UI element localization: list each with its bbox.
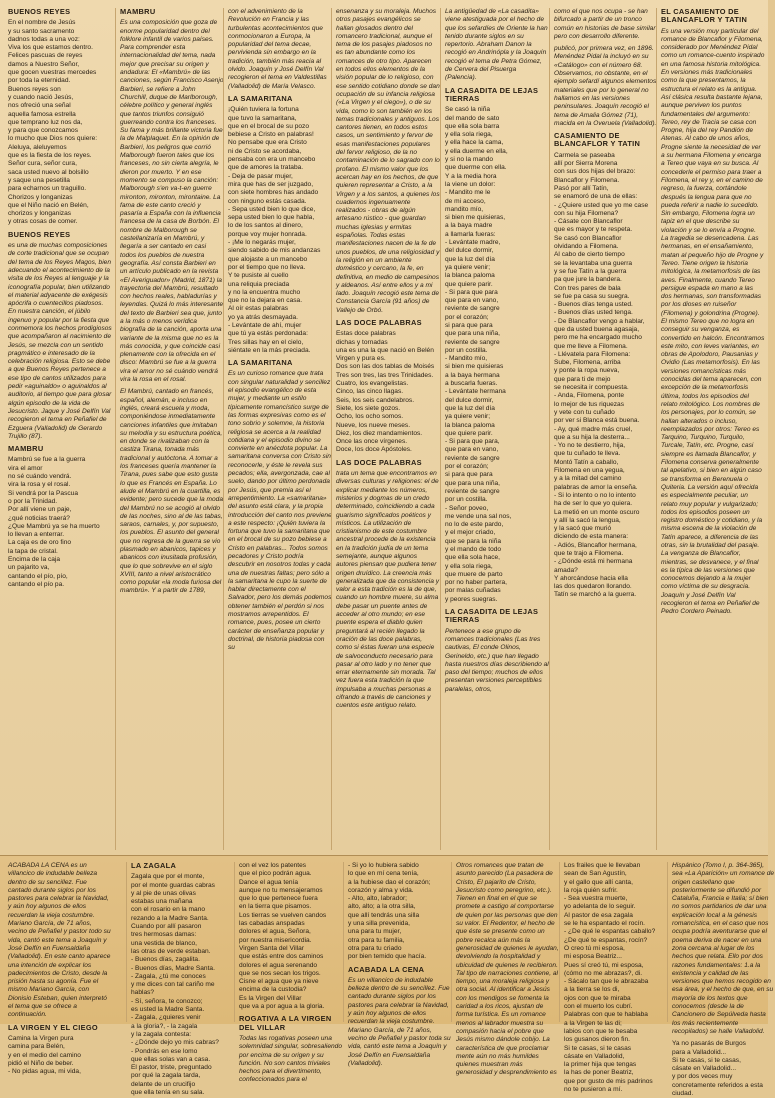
lyrics-block: Carmela se paseaba allí por Sierra Morena con sus dos hijas del brazo: Blancaflor y Filomena. Pasó por allí Tatín, se enamoró de una de ellas: - ¿Quiere usted que yo me case con su hija Filomena? - Cásate con Blancaflor que es mayor y te respeta. Se casó con Blancaflor olvidando a Filomena. Al cabo de cierto tiempo se la levantaba una guerra y se fue Tatín a la guerra pa que jure la bandera. Con tres pares de bala se fue pa casa su suegra. - Buenos días tenga usted. - Buenos días usted tenga. - De Blancaflor vengo a hablar, que da usted buena agasaja, pero me ha encargado mucho que me lleve a Filomena. - Llévatela para Filomena: Sube, Filomena, arriba y ponte la ropa nueva, que para ti de mejo se necesita ir compuesta. - Anda, Filomena, ponte lo mejor de tus riquezas y vete con tu cuñado por ver si Blanca está buena. - Ay, qué madre más cruel, que a su hija la desterra... - Yo no te destierro, hija, que tu cuñado te lleva. Montó Tatín a caballo, Filomena en una yegua, y a la mitad del camino palabras de amor la enseña. - Si lo intento o no lo intento ha de ser lo que yo quiera. La metió en un monte oscuro y allí la sacó la lengua, y la sacó que murió diciendo de esta manera: - Adiós, Blancaflor hermana, que te trajo a Filomena. - ¿Dónde está mi hermana amada? Y ahorcándose hacia ella las dos quedaron llorando. Tatín se marchó a la guerra. bbox=[554, 151, 649, 599]
section-divider bbox=[0, 855, 768, 856]
bottom-column-1 bbox=[8, 862, 111, 1076]
top-column-1 bbox=[8, 8, 112, 850]
commentary-paragraph: publicó, por primera vez, en 1896. Menéndez Pidal la incluyó en su «Catálogo» con el número 68. Observamos, no obstante, en el ejemplo sefardí algunos elementos materiales que por lo general no hallamos en las versiones peninsulares. Joaquín recogió el tema de Amalia Gómez (71), macida en la Overuela (Valladolid). bbox=[554, 45, 657, 127]
bottom-column-3 bbox=[234, 862, 343, 1084]
top-column-3 bbox=[223, 8, 332, 850]
commentary-paragraph: Es un villancico de indudable belleza dentro de su sencillez. Fue cantado durante siglos por los pastores para celebrar la Navidad, y aún hoy algunos de ellos recuerdan la vieja costumbre. Mariano García, de 71 años, vecino de Peñafiel y pastor toda su vida, cantó este tema a Joaquín y José Delfín en Fuensaldaña (Valladolid). bbox=[348, 976, 451, 1067]
lyrics-block: con el vez los patentes que el pico podrán agua. Dance el agua tenía aunque no tu mensajeramos que lo que pertenece fuera en la tierra que pisamos. Los tierras se vuelven candos las cabadas anspadas dolores el agua, Señora, por nuestra misericordia. Virgen Santa del Villar que estás entre dos caminos dolores el agua serenando que se nos secan los trigos. Cisne el agua que ya nieve encima de la custodia? Es la Virgen del Villar que va a por agua a la gloria. bbox=[239, 862, 327, 1011]
lyrics-block: Camina la Virgen pura camina para Belén, y en el medio del camino pidió el Niño de beber. - No pidas agua, mi vida, bbox=[8, 1034, 81, 1076]
commentary-paragraph: Es un curioso romance que trata con singular naturalidad y sencillez el episodio evangélico de esta mujer, y mediante un estilo típicamente romancístico surge de las formas expresivas como es el tono sobrio y solemne, la historia religiosa se acerca a la realidad cotidiana y el episodio divino se convierte en anécdota popular. La samaritana conversa con Cristo sin reconocerle, y éste le revela sus pecados; ella, avergonzada, cae al suelo, dando por último perdonada por Jesús, que premia así el arrepentimiento. La «samaritana» del asunto está clara, y la propia introducción del canto nos previene a este respecto: ¡Quién tuviera la fortuna que tuvo la samaritana que en el brocal de su pozo bebiese a Cristo en palabras... Todos somos pecadores y Cristo podría descubrir en nosotros todas y cada una de nuestras faltas; pero sólo a la samaritana le cupo la suerte de hablar directamente con el Salvador, pero los demás podemos obtener también el perdón si nos mostramos arrepentidos. El romance, pues, posee un cierto carácter de enseñanza popular y doctrinal, de historia piadosa con su bbox=[228, 370, 332, 652]
section-heading: CASAMIENTO DE BLANCAFLOR Y TATIN bbox=[554, 131, 641, 149]
top-column-2 bbox=[115, 8, 224, 850]
commentary-paragraph: Hispánico (Tomo I, p. 364-365), sea «La Aparición» un romance de origen castellano que posteriormente se difundió por Cataluña, Francia e Italia; sí bien no somos partidarios de dar una explicación local a la génesis romancística, en el caso que nos ocupa podría aventurarse que el poema deriva de nacer en una zona cercana al lugar de los hechos que relata. Ello por dos razones fundamentales: 1.a la existencia y calidad de las versiones que hemos recogido en esa área, y el hecho de que, en su mayoría de los textos que conocemos (desde la de Cancionero de Sepúlveda hasta los más recientemente recopilados) se halle Valladolid. bbox=[672, 862, 775, 1035]
lyrics-block: Mambrú se fue a la guerra vira el amor no sé cuándo vendrá. vira la rosa y el rosal. Si vendrá por la Pascua o por la Trinidad. Por allí viene un paje, ¿qué noticias traerá? ¿Que Mambrú ya se ha muerto lo llevan a enterrar. La caja es de oro fino la tapa de cristal. Encima de la caja un pajarito va, cantando el pío, pío, cantando el pío pa. bbox=[8, 456, 100, 588]
lyrics-block: Estas doce palabras dichas y tornadas una es una la que nació en Belén Virgen y pura es. Dos son las dos tablas de Moisés Tres son tres, las tres Trinidades. Cuatro, los evangelistas. Cinco, las cinco llagas. Seis, los seis candelabros. Siete, los siete gozos. Ocho, los ocho somos. Nueve, los nueve meses. Diez, los diez mandamientos. Once las once vírgenes. Doce, los doce Apóstoles. bbox=[336, 330, 435, 454]
section-heading: ACABADA LA CENA bbox=[348, 964, 425, 974]
section-heading: MAMBRU bbox=[120, 7, 156, 16]
section-heading: EL CASAMIENTO DE BLANCAFLOR Y TATIN bbox=[661, 7, 748, 25]
section-heading: LA ZAGALA bbox=[131, 861, 177, 870]
section-heading: LAS DOCE PALABRAS bbox=[336, 317, 422, 327]
commentary-paragraph: como el que nos ocupa - se han bifurcado a partir de un tronco común en historias de base similar pero con desarrollo diferente. bbox=[554, 8, 656, 40]
lyrics-block: Los frailes que le llevaban sean de San Agustín, y el gallo que allí canta, la roja quién sufrir. - Sea vuestra muerte, yo adelanta de lo seguir. Al pastor de esa zagala se le ha espantado el rocín. - ¿De qué le espantas caballo? ¿De qué te espantas, rocín? O creo tú mi esposa, mi esposa Beatriz... Pues sí creó tú, mi esposa, (cómo no me abrazas?, di. - Sácalo tan que le abrazaba a la tierra se los di, ojos con que te miraba con el muerto los cubrí. Palabras con que te hablaba a la Virgen te las di; labios con que te besaba los gusanos dieron fin. Si te casas, si te casas cásate en Valladolid, la primer hija que tengas la has de poner Beatriz, que por gusto de mis padrinos no te pusieron a mí. bbox=[564, 862, 656, 1094]
top-column-7 bbox=[656, 8, 765, 850]
lyrics-block: Ya no pasarás de Burgos para a Valladolid... Si te casas, si te casas, cásate en Valladolid... y por dos veces muy concretamente referidos a esta ciudad. bbox=[672, 1040, 763, 1098]
commentary-paragraph: La antigüedad de «La casadita» viene atestiguada por el hecho de que los sefardíes de Oriente la han tenido durante siglos en su repertorio. Abraham Danon la recogió en Andrinópla y la Joaquín recogió el tema de Petra Gómez, de Cervera del Pisuerga (Palencia). bbox=[445, 8, 548, 82]
commentary-paragraph: Es una versión muy particular del romance de Blancaflor y Filomena, considerado por Menéndez Pidal como un romance-cuento inspirado en una famosa historia mitológica. En versiones más tradicionales como la que presentamos, la estructura el relato es la antigua. Así clásica resulta bastante lejana, aunque perviven los puntos fundamentales del argumento: Tereo, rey de Tracia se casa con Progne, hija del rey Pandión de Atenas. Al cabo de unos años, Progne siente la necesidad de ver a su hermana Filomena y encarga a Tereo que vaya en su busca. Al concederle el permiso para traer a Filomena, el rey y, en el camino de regreso, la fuerza, cortándole después la lengua para que no pueda referir a nadie lo sucedido. Sin embargo, Filomena logra un tapiz en el que describe su violación y se lo envía a Progne. La tragedia se desencadena. Las hermanas, en el ensañamiento, matan al pequeño hijo de Progne y Tereo. Tiene origen la historia mitológica, la metamorfosis de las aves. Finalmente, cuando Tereo persigue espada en mano a las dos hermanas, son transformadas por los dioses en ruiseñor (Filomena) y golondrina (Progne). El mismo Tereo que no logra en conseguir su venganza, es convertido en halcón. Encontramos este mito, con leves variantes, en obras de Apolodoro, Pausanias y Ovidio (Las metamorfosis). En las versiones romancísticas más conocidas del tema aparecen, con excepción de la metamorfosis última, todos los episodios del relato mitológico. Los nombres de los personajes, por lo común, se hallan alterados o incluso, reemplazados por otros: Tereo es Tarquino, Turquino, Turquilo, Turcale, Tatín, etc. Progne, casi siempre es llamada Blancaflor, y Filomena conserva generalmente tal apelativo, si bien en algún caso se transforma en Berenuela o Quiteria. La versión aquí ofrecida es especialmente peculiar, un relato muy popular y vulgarizado; todos los episodios poseen un registro doméstico y cotidiano, y la misma escena de la violación de Tatín aparece, a diferencia de las otras, sin la brutalidad del pasaje. La venganza de Blancaflor, mientras, se desvanece, y el final es la típica de las versiones que conocemos dejando a la mujer como víctima de su desgracia. Joaquín y José Delfín Val recogieron el tema en Peñafiel de Pedro Cordero Peinado. bbox=[661, 27, 765, 616]
commentary-paragraph: Es una composición que goza de enorme popularidad dentro del folklore infantil de varios países. Para comprender esta internacionalidad del tema, nada mejor que precisar su origen y andadura: El «Mambrú» de las canciones, según Francisco Asenjo Barbieri, se refiere a John Churchill, duque de Marlborough, célebre político y general inglés que tantos triunfos consiguió guerreando contra los franceses. Su fama y más brillante victoria fue la de Malplaquet. En la opinión de Barbieri, los peligros que corrió Malborough fueron tales que los franceses, no sin cierta alegría, le dieron por muerto. Y en ese momento se compuso la canción: Malborough s'en va-t-en guerre mironton, mironton, mirontaine. La fama de este canto creció y pasaría a España con la influencia francesa de la casa de Borbón. El nombre de Malborough se castellanizaría en Mambrú, y llegaría a ser cantado en casi todos los pueblos de nuestra geografía. Así consta Barbieri en un artículo publicado en la revista «El Averiguador» (Madrid, 1871) la trayectoria del Mambrú, resultado con hechos reales, habladurías y leyendas. Quizá lo más interesante del texto de Barbieri sea que, junto a la más o menos verídica biografía de la canción, aporta una variante de la misma que no es la más conocida, y que coincide casi plenamente con la ofrecida en el disco: Mambrú se fue a la guerra vira el amor no sé cuándo vendrá vira la rosa en el rosal. bbox=[120, 19, 224, 384]
commentary-paragraph: Pertenece a ese grupo de romances tradicionales (Las tres cautivas, El conde Olinos, Gerineldo, etc.) que han llegado hasta nuestros días describiendo al paso del tiempo; muchos de ellos presentan versiones perceptibles paralelas, otros, bbox=[445, 627, 549, 693]
commentary-paragraph: con el advenimiento de la Revolución en Francia y las turbulentas acontecimientos que conmocionaron a Europa, la popularidad del tema decae, pervivienda sin embargo en la tradición, también más reacia al olvido. Joaquín y José Delfín Val recogieron el tema en Valdestillas (Valladolid) de María Velasco. bbox=[228, 8, 327, 90]
section-heading: BUENOS REYES bbox=[8, 7, 71, 16]
lyrics-block: Se casó la niña del mando de sato que ella sola barra y ella sola riega, y ella hace la cama, y ella duerme en ella, y si no la mando que duerme con ella. Y a la media hora la viene un dolor: - Mandito me le de mi acceso, mandito mío, si bien me quisieras, a la baya madre a llamarla fueras: - Levántate madre, del dulce dormir, que la luz del día ya quiere venir; la blanca paloma que quiere parir. - Si para que para que para en vano, reviente de sangre por el corazón; si para que para que para una niña, reviente de sangre por un costilla. - Mandito mío, si bien me quisieras a la baya hermana a buscarla fueras. - Levántate hermana del dulce dormir, que la luz del día ya quiere venir; la blanca paloma que quiere parir. - Si para que para, que para en vano, reviente de sangre por el corazón; si para que para que para una niña, reviente de sangre por un costilla. - Señor poveo, me vende una sal nos, no lo de este pardo, y el mejor criado, que se para la niña y el mando de todo que ella sola hace, y ella sola riega, que muere de parto por no haber partera, por malas cuñadas y peores suegras. bbox=[445, 106, 512, 603]
bottom-column-5 bbox=[451, 862, 559, 1077]
top-column-5 bbox=[440, 8, 549, 850]
lyrics-block: Zagala que por el monte, por el monte guardas cabras y al pie de unas olivas estabas una mañana con el rosario en la mano rezando a la Madre Santa. Cuando por allí pasaron tres hermosas damas: una vestida de blanco, las otras de verde estaban. - Buenos días, zagalita. - Buenos días, Madre Santa. - Zagala, ¿tú me conoces y me dices con tal cariño me hablas? - Sí, señora, te conozco; es usted la Madre Santa. - Zagala, ¿quieres venir a la gloria?, - la zagala y la zagala contesta: - ¿Dónde dejo yo mis cabras? - Pondrás en ese lomo que ellas solas van a casa. El pastor, triste, preguntado por qué la zagala tarda, delante de un crucifijo que ella tenía en su sala. bbox=[131, 873, 219, 1097]
section-heading: LA VIRGEN Y EL CIEGO bbox=[8, 1022, 98, 1032]
section-heading: ROGATIVA A LA VIRGEN DEL VILLAR bbox=[239, 1014, 332, 1032]
section-heading: MAMBRU bbox=[8, 444, 44, 454]
lyrics-block: - Si yo lo hubiera sabido lo que en mí cena tenía, a la hubiese dao el corazón; corazón y alma y vida. - Alto, alto, labrador; alto, alto; a la otra silla, que allí tendrás una silla y una silla prevenida, una para tu mujer, otra para tu familia, otra para tu criado por bien temido que hacía. bbox=[348, 862, 431, 961]
bottom-column-7 bbox=[667, 862, 775, 1098]
commentary-paragraph: Otros romances que tratan de asunto parecido (La pasadera de Cristo, El pajarito de Cristo, Jesucristo como peregrino, etc.). Tienen en final en el que se promete a castigo al comportarse de quien por las personas que den su valor. El Redentor, el hecho de que éste se presente como un pobre recalca aún más la generosidad de quienes le ayudan, devolviendo la hospitalidad y ubicuidad de quienes le recibieron. Tal tipo de narraciones contiene, al tiempo, una moraleja religiosa y otra social. Al identificar a Jesús con los mendigos se fomenta la caridad a los ricos, ajustan de forma turística. Es un romance menos al labrador muestra su compasión hacia el pobre que Jesús mismo dándole cobijo. La característica de que proclamar mente aún no más humildes quienes muestran más generosidad y desprendimiento es bbox=[456, 862, 559, 1077]
section-heading: LAS DOCE PALABRAS bbox=[336, 457, 422, 467]
top-column-4 bbox=[331, 8, 440, 850]
bottom-column-6 bbox=[559, 862, 667, 1094]
commentary-paragraph: Todas las rogativas poseen una solemnidad singular, sobresaliendo por encima de su origen y su función. No son cantos triviales hechos para el divertimento, confeccionados para el bbox=[239, 1034, 343, 1084]
commentary-paragraph: trata un tema que encontramos en diversas culturas y religiones: el de explicar mediante los números, misterios y dogmas de un credo determinado, coincidiendo a cada guarismo significados poéticos y místicos. La utilización de cristianismo de este costumbre ancestral procede de la existencia en la tradición judía de un tema semejante, aunque algunos autores piensan que pudiera tener origen druídico. La creencia más generalizada que da consistencia y valor a esta tradición es la de que, cuando un hombre muere, su alma debe pasar un puente antes de acceder al otro mundo; en ese puente espera el diablo quien preguntará al recién llegado la oración de las doce palabras, como si éstas fueran una especie de salvoconducto necesario para pasar al otro lado y no tener que errar eternamente sin morada. Tal vez fuera esta tradición la que impulsaba a muchas personas a cifrando a través de canciones y cuentos este antiguo relato. bbox=[336, 470, 440, 710]
section-heading: LA CASADITA DE LEJAS TIERRAS bbox=[445, 607, 539, 625]
commentary-paragraph: ensenanza y su moraleja. Muchos otros pasajes evangélicos se hallan glosados dentro del romancero tradicional, aunque el tema de los pasajes piadosos no es tan abundante como los romances de otro tipo. Aparecen en todos ellos elementos de la visión popular de lo religioso, con ese sentido cotidiano donde se dan ocupación de su infancia religiosa («La Virgen y el ciego»), o de su vida, como lo son también en los temas tradicionales y antiguos. Los cantores tienen, en todos estos casos, un sentimiento y fervor de esas manifestaciones populares del fervor religioso, de la no contaminación de lo sagrado con lo profano. El mismo valor que los acercan hay en los hechos, de que quieren representar a Cristo, a la Virgen y a los santos, a quienes los cuadernos ingenuamente realizados - obras de algún artesano rústico - que guardan muchas iglesias y ermitas españolas. Todas estas manifestaciones nacen de la fe de unos pueblos, de una religiosidad y la religión en un ambiente doméstico y cercano, la fe, en definitiva, en medio de campesinos y aldeanos. Así entre ellos y a mi lado. Joaquín recogió este tema de Constancia García (91 años) de Vallejo de Orbó. bbox=[336, 8, 440, 314]
commentary-paragraph: ACABADA LA CENA es un villancico de indudable belleza dentro de su sencillez. Fue cantado durante siglos por los pastores para celebrar la Navidad, y aún hoy algunos de ellos recuerdan la vieja costumbre. Mariano García, de 71 años, vecino de Peñafiel y pastor todo su vida, cantó este tema a Joaquín y José Delfín en Fuensaldaña (Valladolid). En este canto aparece una intención de explicar los padecimientos de Cristo, desde la prisión hasta su agonía. Fue el mismo Mariano García, con Dionisio Esteban, quien interpretó el tema que se ofrece a continuación. bbox=[8, 862, 111, 1019]
commentary-paragraph: es una de muchas composiciones de corte tradicional que se ocupan del tema de los Reyes Magos, bien adecuando el acontecimiento de la visita de los Reyes al lenguaje y la iconografía popular, bien utilizando el material adyacente de exégesis apócrifa o cuentecillos piadosos. En nuestra canción, el júbilo ingenuo y popular por la fiesta que conmemora los hechos prodigiosos que acompañaron al nacimiento de Jesús, se mezcla con un sentido pragmático e interesado de la celebración religiosa. Esto se debe a que Buenos Reyes pertenece a ese tipo de cantos utilizados para pedir «aguinaldo» o aguinaldos al auditorio, al tiempo que para glosar algún episodio de la vida de Jesucristo. Jaque y José Delfín Val recogieron el tema en Peñafiel de Ezguera (Valladolid) de Gerardo Trujillo (87). bbox=[8, 242, 112, 440]
section-heading: LA CASADITA DE LEJAS TIERRAS bbox=[445, 85, 539, 103]
section-heading: LA SAMARITANA bbox=[228, 358, 293, 368]
lyrics-block: En el nombre de Jesús y su santo sacramento dadnos todas a una voz: Viva los que estamos dentro. Felices pascuas de reyes damos a Nuestro Señor, que gocen vuestras mercedes por toda la eternidad. Buenos reyes son y cuando nació Jesús, nos ofreció una señal aquella famosa estrella que temprano luz nos da, y para que conozcamos lo mucho que Dios nos quiere: Aleluya, aleluyemos que es la fiesta de los reyes. Señor cura, señor cura, saca usted nuevo al bolsillo y saque una pesetilla para echarnos un traguillo. Chorizos y longanizas que el Niño nació en Belén, chorizos y longanizas y otras cosas de comer. bbox=[8, 19, 98, 226]
bottom-column-2 bbox=[126, 861, 234, 1097]
lyrics-block: ¡Quién tuviera la fortuna que tuvo la samaritana, que en el brocal de su pozo bebiese a Cristo en palabras! No pensabe que era Cristo ni de Cristo se acordaba, pensaba con era un mancebo que de amores la trataba. - Deja de pasar mujer, mira que has de ser juzgado, con siete hombres has andado con ninguno estás casada. - Sepa usted bien lo que dice, sepa usted bien lo que habla, lo de los santos al dinero, porque voy mujer honrada. - ¡Me lo negarás mujer, siendo sabido de mis andanzas que alojaste a un mancebo por el tiempo que no lleva. Y te pusiste al cuello una reliquia preciada y no la encuentra mucho que no la dejara en casa. Al oír estas palabras yo ya atrás desmayada. - Levántate de ahí, mujer que tú ya estás perdonada: Tres sillas hay en el cielo, siéntate en la más preciada. bbox=[228, 106, 321, 354]
commentary-paragraph: El Mambrú, cantado en francés, español, alemán, e incluso en inglés, creará escuela y moda, componiéndose inmediatamente canciones infantiles que imitaban su melodía y su estructura poética, en donde se rivalizaban con la castiza Tirana, tonada más tradicional y autóctona. A tomar a los franceses quería mantener la Tirana, pues sabe que esto gusta lo que es Francés en España. Lo alude el Mambrú en la cuartilla, es evidente; pero sucede que la moda del Mambrú no se acogió al olvido de las noches, sino al de las tabas, saraos, carnales, y, por supuesto, los pueblos. El asunto del general que no regresa de la guerra se vio plasmado en abanicos, tapices y abanicos con inusitada profusión, que lo que sobrevive en el siglo XVIII, tanto a nivel aristocrático como popular «la moda furiosa del mambrú». Y a partir de 1789, bbox=[120, 388, 224, 595]
top-column-6 bbox=[549, 8, 658, 850]
bottom-column-4 bbox=[343, 862, 451, 1067]
section-heading: BUENOS REYES bbox=[8, 229, 71, 239]
section-heading: LA SAMARITANA bbox=[228, 93, 293, 103]
